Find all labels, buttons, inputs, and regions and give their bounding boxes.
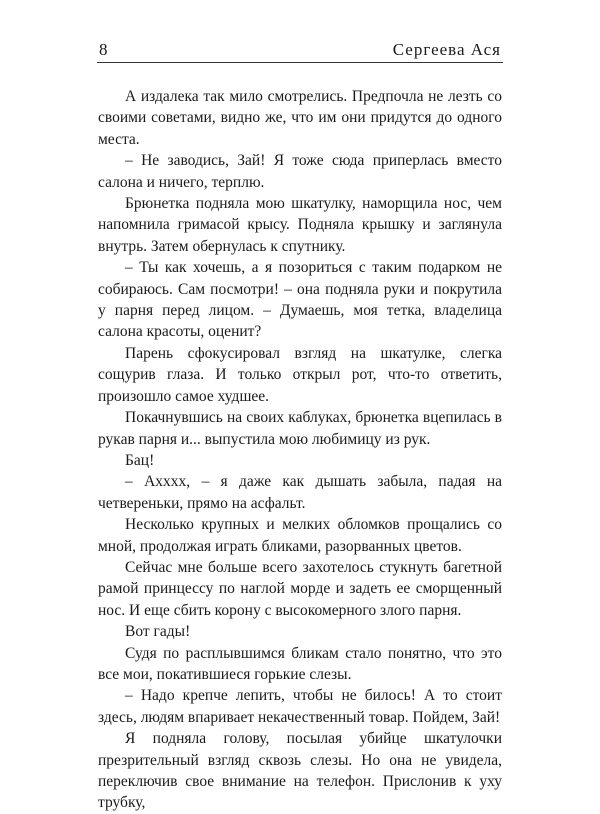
paragraph: А издалека так мило смотрелись. Предпочла не лезть со своими советами, видно же, что им они придутся до одного места.: [98, 88, 502, 148]
paragraph: Судя по расплывшимся бликам стало понятно, что это все мои, покатившиеся горькие слезы.: [98, 644, 502, 683]
paragraph: Брюнетка подняла мою шкатулку, наморщила нос, чем напомнила гримасой крысу. Подняла крышку и заглянула внутрь. Затем обернулась к спутнику.: [98, 195, 502, 255]
paragraph: Парень сфокусировал взгляд на шкатулке, слегка сощурив глаза. И только открыл рот, что-то ответить, произошло самое худшее.: [98, 344, 502, 405]
paragraph: Я подняла голову, посылая убийце шкатулочки презрительный взгляд сквозь слезы. Но она не увидела, переключив свое внимание на телефон. Прислонив к уху трубку,: [98, 730, 502, 812]
paragraph: – Надо крепче лепить, чтобы не билось! А то стоит здесь, людям впаривает некачественный товар. Пойдем, Зай!: [98, 687, 502, 726]
paragraph: Сейчас мне больше всего захотелось стукнуть багетной рамой принцессу по наглой морде и задеть ее сморщенный нос. И еще сбить корону с высокомерного злого парня.: [98, 558, 502, 619]
paragraph: – Ахххх, – я даже как дышать забыла, падая на четвереньки, прямо на асфальт.: [98, 473, 502, 512]
running-head: Сергеева Ася: [392, 40, 501, 59]
page-number: 8: [99, 40, 108, 59]
page-header: [97, 36, 503, 63]
body-text: [98, 86, 502, 814]
paragraph: Несколько крупных и мелких обломков прощались со мной, продолжая играть бликами, разорванных цветов.: [98, 516, 502, 555]
paragraph: Покачнувшись на своих каблуках, брюнетка вцепилась в рукав парня и... выпустила мою любимицу из рук.: [98, 409, 502, 448]
paragraph: – Не заводись, Зай! Я тоже сюда приперлась вместо салона и ничего, терплю.: [98, 152, 502, 191]
paragraph: – Ты как хочешь, а я позориться с таким подарком не собираюсь. Сам посмотри! – она подняла руки и покрутила у парня перед лицом. – Думаешь, моя тетка, владелица салона красоты, оценит?: [98, 259, 502, 341]
paragraph: Вот гады!: [125, 623, 191, 641]
paragraph: Бац!: [125, 451, 155, 469]
